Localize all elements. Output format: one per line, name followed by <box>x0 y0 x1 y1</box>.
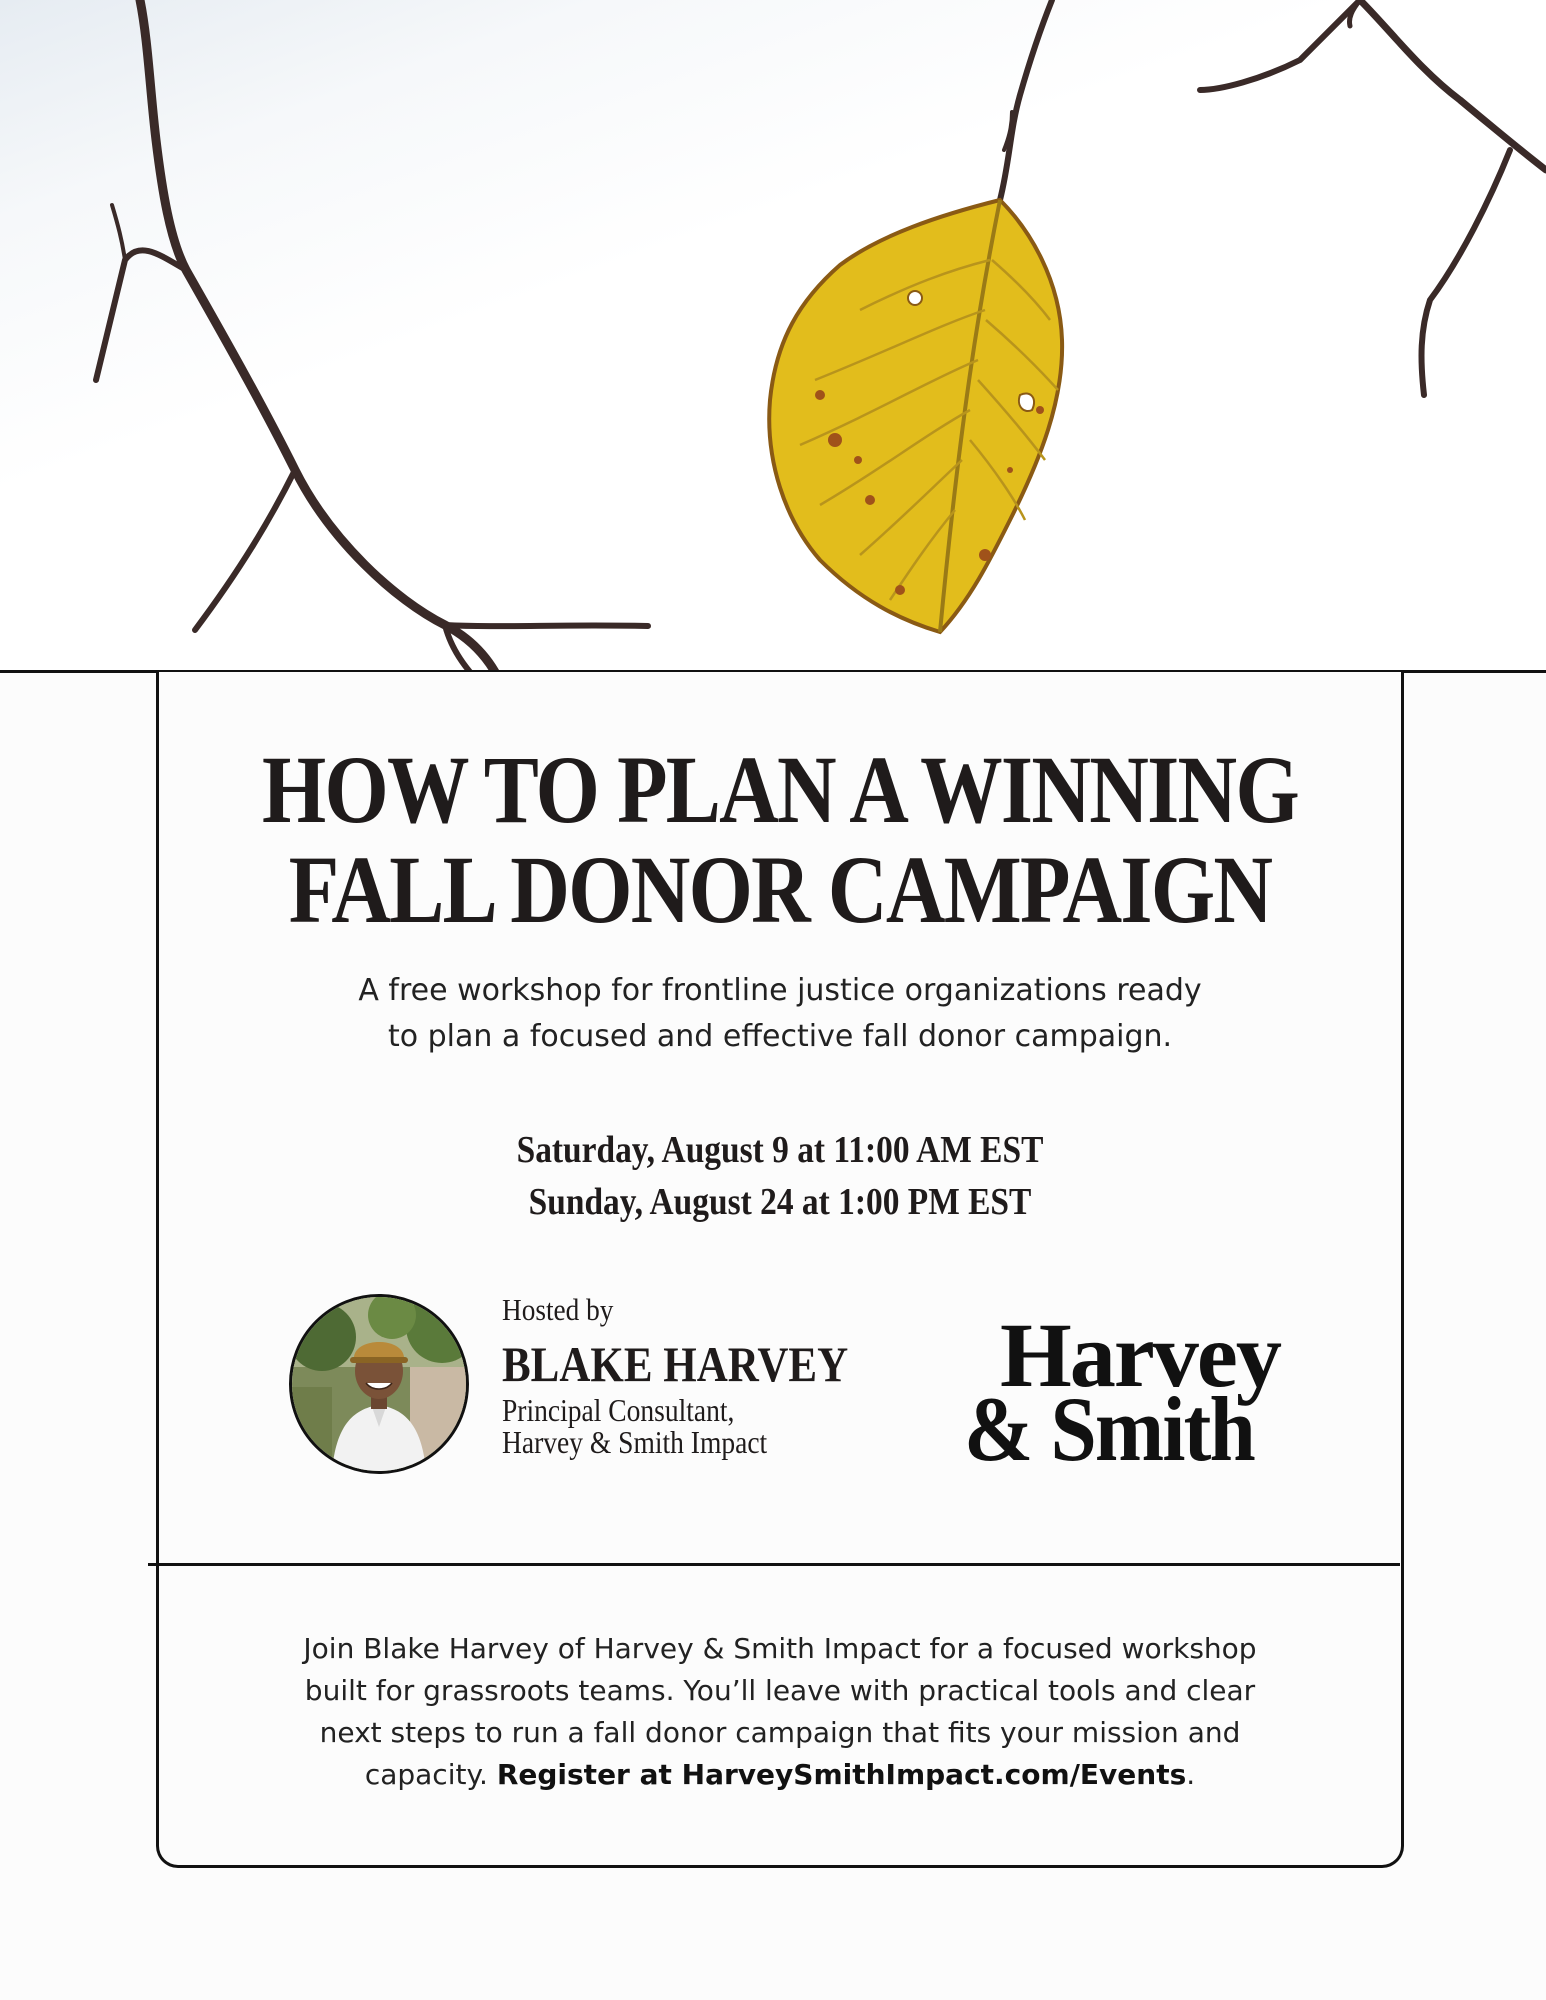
description-line-4 <box>236 1754 1324 1796</box>
page-title <box>243 736 1316 943</box>
hero-photo-branch-leaf <box>0 0 1546 672</box>
harvey-smith-wordmark <box>960 1310 1290 1470</box>
description-line-2: built for grassroots teams. You’ll leave with practical tools and clear <box>304 1674 1256 1707</box>
harvey-smith-logo <box>960 1310 1290 1470</box>
logo-line-2: & Smith <box>964 1378 1255 1470</box>
host-info <box>502 1290 922 1458</box>
branch-leaf-illustration <box>0 0 1546 672</box>
event-dates <box>407 1124 1153 1228</box>
title-line-2: FALL DONOR CAMPAIGN <box>288 836 1272 943</box>
subtitle-line-1: A free workshop for frontline justice organizations ready <box>358 973 1202 1008</box>
host-avatar <box>289 1294 469 1474</box>
description-line-4-prefix: capacity. <box>364 1758 497 1791</box>
description-line-1: Join Blake Harvey of Harvey & Smith Impact for a focused workshop <box>303 1632 1257 1665</box>
logo-line-1: Harvey <box>1000 1310 1282 1406</box>
center-stem <box>1000 0 1052 200</box>
description-line-3: next steps to run a fall donor campaign that fits your mission and <box>319 1716 1241 1749</box>
hosted-by-label: Hosted by <box>502 1292 614 1327</box>
middle-divider <box>148 1563 1400 1566</box>
event-date-1: Saturday, August 9 at 11:00 AM EST <box>516 1129 1044 1171</box>
host-role-line-1: Principal Consultant, <box>502 1392 735 1428</box>
event-date-2: Sunday, August 24 at 1:00 PM EST <box>528 1181 1032 1223</box>
host-photo <box>292 1297 466 1471</box>
register-link[interactable]: Register at HarveySmithImpact.com/Events <box>496 1758 1187 1791</box>
description-line-4-suffix: . <box>1186 1758 1196 1791</box>
workshop-description <box>236 1628 1324 1796</box>
host-name: BLAKE HARVEY <box>502 1336 849 1392</box>
host-role-line-2: Harvey & Smith Impact <box>502 1424 768 1460</box>
right-branch <box>1200 0 1546 395</box>
left-branch <box>96 0 648 672</box>
yellow-leaf <box>769 200 1062 632</box>
subtitle-line-2: to plan a focused and effective fall donor campaign. <box>387 1019 1173 1054</box>
title-line-1: HOW TO PLAN A WINNING <box>262 736 1298 843</box>
subtitle <box>256 968 1304 1060</box>
